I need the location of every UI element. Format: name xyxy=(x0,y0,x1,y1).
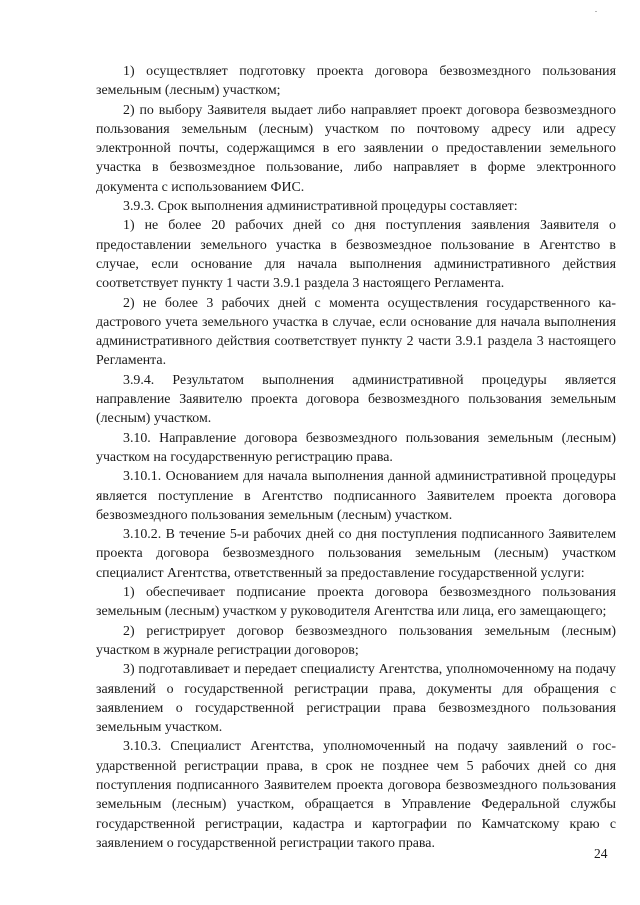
paragraph-3-10-2-item-3: 3) подготавливает и передает специалисту Агентства, уполномоченному на подачу заявлений о государственной регистрации права, документы для обращения с заявлением о государственной регистрации права безвозмездного пользования земельным участком. xyxy=(96,662,616,736)
paragraph-3-9-3-item-2: 2) не более 3 рабочих дней с момента осуществления государственного кадастрового учета земельного участка в случае, если основание для начала выполнения административного действия соответствует пункту 2 части 3.9.1 раздела 3 настоящего Регламента. xyxy=(96,295,616,369)
paragraph-3-9-4: 3.9.4. Результатом выполнения административной процедуры является направление Заявителю проекта договора безвозмездного пользования земельным (лесным) участком. xyxy=(96,372,616,427)
paragraph-3-10-2: 3.10.2. В течение 5-и рабочих дней со дня поступления подписанного Заявителем проекта договора безвозмездного пользования земельным (лесным) участком специалист Агентства, ответственный за предоставление государственной услуги: xyxy=(96,527,616,581)
page-number: 24 xyxy=(594,846,608,861)
paragraph-3-10: 3.10. Направление договора безвозмездного пользования земельным (лесным) участком на государственную регистрацию права. xyxy=(96,430,616,465)
scan-mark xyxy=(595,11,597,12)
paragraph-3-9-3-item-1: 1) не более 20 рабочих дней со дня поступления заявления Заявителя о предоставлении земельного участка в безвозмездное пользование в Агентство в случае, если основание для начала выполнения административного действия соответствует пункту 1 части 3.9.1 раздела 3 настоящего Регламента. xyxy=(96,218,616,292)
paragraph-1: 1) осуществляет подготовку проекта договора безвозмездного пользования земельным (лесным) участком; xyxy=(96,64,616,99)
paragraph-3-9-3: 3.9.3. Срок выполнения административной процедуры составляет: xyxy=(123,199,518,215)
paragraph-2: 2) по выбору Заявителя выдает либо направляет проект договора безвозмездного пользования земельным (лесным) участком по почтовому адресу или адресу электронной почты, содержащимся в его заявлении о предоставлении земельного участка в безвозмездное пользование, либо направляет в форме электронного документа с использованием ФИС. xyxy=(96,102,616,195)
document-body xyxy=(96,62,616,853)
paragraph-3-10-3: 3.10.3. Специалист Агентства, уполномоченный на подачу заявлений о государственной регистрации права, в срок не позднее чем 5 рабочих дней со дня поступления подписанного Заявителем проекта договора безвозмездного пользования земельным (лесным) участком, обращается в Управление Федеральной службы государственной регистрации, кадастра и картографии по Камчатскому краю с заявлением о государственной регистрации такого права. xyxy=(96,739,616,851)
paragraph-3-10-1: 3.10.1. Основанием для начала выполнения данной административной процедуры является поступление в Агентство подписанного Заявителем проекта договора безвозмездного пользования земельным (лесным) участком. xyxy=(96,469,616,523)
paragraph-3-10-2-item-2: 2) регистрирует договор безвозмездного пользования земельным (лесным) участком в журнале регистрации договоров; xyxy=(96,623,616,658)
paragraph-3-10-2-item-1: 1) обеспечивает подписание проекта договора безвозмездного пользования земельным (лесным) участком у руководителя Агентства или лица, его замещающего; xyxy=(96,585,616,620)
